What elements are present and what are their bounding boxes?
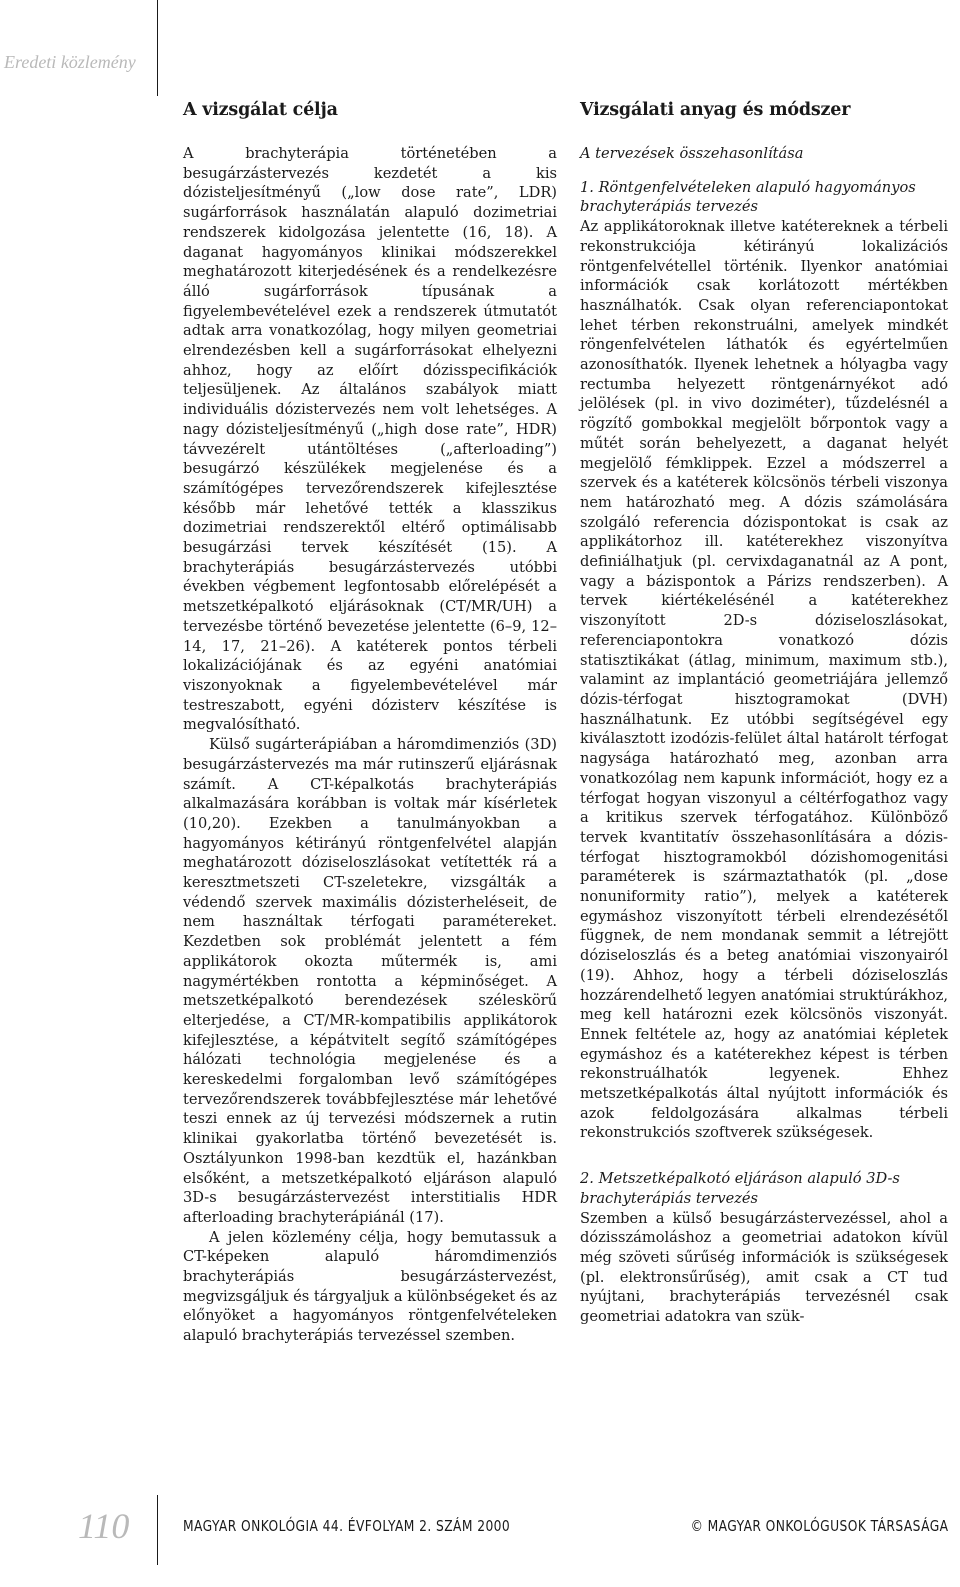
section2-title: 2. Metszetképalkotó eljáráson alapuló 3D-s brachyterápiás tervezés <box>580 1170 900 1207</box>
paragraph-2: Külső sugárterápiában a háromdimenziós (3D) besugárzástervezés ma már rutinszerű eljárásnak számít. A CT-képalkotás brachyterápiás alkalmazására korábban is voltak már kísérletek (10,20). Ezekben a tanulmányokban a hagyományos kétirányú röntgenfelvétel alapján meghatározott dóziseloszlásokat vetítették rá a keresztmetszeti CT-szeletekre, vizsgálták a védendő szervek maximális dózisterheléseit, de nem használtak térfogati paramétereket. Kezdetben sok problémát jelentett a fém applikátorok okozta műtermék is, ami nagymértékben rontotta a képminőséget. A metszetképalkotó berendezések széleskörű elterjedése, a CT/MR-kompatibilis applikátorok kifejlesztése, a képátvitelt segítő számítógépes hálózati technológia megjelenése és a kereskedelmi forgalomban levő számítógépes tervezőrendszerek továbbfejlesztése már lehetővé teszi ennek az új tervezési módszernek a rutin klinikai gyakorlatba történő bevezetését is. Osztályunkon 1998-ban kezdtük el, hazánkban elsőként, a metszetképalkotó eljáráson alapuló 3D-s besugárzástervezést interstitialis HDR afterloading brachyterápiánál (17). <box>183 736 557 1226</box>
page-footer <box>0 1505 960 1555</box>
section-label: Eredeti közlemény <box>4 52 136 72</box>
paragraph-3: A jelen közlemény célja, hogy bemutassuk a CT-képeken alapuló háromdimenziós brachyterápiás besugárzástervezést, megvizsgáljuk és tárgyaljuk a különbségeket és az előnyöket a hagyományos röntgenfelvételeken alapuló brachyterápiás tervezéssel szemben. <box>183 1228 557 1345</box>
section1-text: Az applikátoroknak illetve katétereknek a térbeli rekonstrukciója kétirányú lokalizációs röntgenfelvétellel történik. Ilyenkor anatómiai információk csak korlátozott mértékben használhatók. Csak olyan referenciapontokat lehet térben rekonstruálni, amelyek mindkét röngenfelvételen láthatók és egyértelműen azonosíthatók. Ilyenek lehetnek a hólyagba vagy rectumba helyezett röntgenárnyékot adó jelölések (pl. in vivo doziméter), tűzdelésnél a rögzítő gombokkal megjelölt bőrpontok vagy a műtét során behelyezett, a daganat helyét megjelölő fémklippek. Ezzel a módszerrel a szervek és a katéterek kölcsönös térbeli viszonya nem határozható meg. A dózis számolására szolgáló referencia dózispontokat is csak az applikátorhoz ill. katéterekhez viszonyítva definiálhatjuk (pl. cervixdaganatnál az A pont, vagy a bázispontok a Párizs rendszerben). A tervek kiértékelésénél a katéterekhez viszonyított 2D-s dóziseloszlásokat, referenciapontokra vonatkozó dózis statisztikákat (átlag, minimum, maximum stb.), valamint az implantáció geometriájára jellemző dózis-térfogat hisztogramokat (DVH) használhatunk. Ez utóbbi segítségével egy kiválasztott izodózis-felület által határolt térfogat nagysága határozható meg, azonban arra vonatkozólag nem kapunk információt, hogy ez a térfogat hogyan viszonyul a céltérfogathoz vagy a kritikus szervek térfogatához. Különböző tervek kvantitatív összehasonlítására a dózis-térfogat hisztogramokból dózishomogenitási paraméterek is származtathatók (pl. „dose nonuniformity ratio”), melyek a katéterek egymáshoz viszonyított térbeli elrendezésétől függnek, de nem mondanak semmit a létrejött dóziseloszlás és a beteg anatómiai viszonyairól (19). Ahhoz, hogy a térbeli dóziseloszlás hozzárendelhető legyen anatómiai struktúrákhoz, meg kell határozni ezek kölcsönös viszonyát. Ennek feltétele az, hogy az anatómiai képletek egymáshoz és a katéterekhez képest is térben rekonstruálhatók legyenek. Ehhez metszetképalkotás által nyújtott információk és azok feldolgozására alkalmas térbeli rekonstrukciós szoftverek szükségesek. <box>580 218 948 1142</box>
journal-title: MAGYAR ONKOLÓGIA 44. ÉVFOLYAM 2. SZÁM 2000 <box>183 1517 511 1535</box>
heading-methods: Vizsgálati anyag és módszer <box>580 100 851 120</box>
heading-study-aim: A vizsgálat célja <box>183 100 338 120</box>
section1-title: 1. Röntgenfelvételeken alapuló hagyományos brachyterápiás tervezés <box>580 178 916 216</box>
section2-text: Szemben a külső besugárzástervezéssel, ahol a dózisszámoláshoz a geometriai adatokon kívül még szöveti sűrűség információk is szükségesek (pl. elektronsűrűség), amit csak a CT tud nyújtani, brachyterápiás tervezésnél csak geometriai adatokra van szük- <box>580 1209 948 1326</box>
page-number: 110 <box>78 1506 130 1546</box>
paragraph-1: A brachyterápia történetében a besugárzástervezés kezdetét a kis dózisteljesítményű („low dose rate”, LDR) sugárforrások használatán alapuló dozimetriai rendszerek kidolgozása jelentette (16, 18). A daganat hagyományos klinikai módszerekkel meghatározott kiterjedésének és a rendelkezésre álló sugárforrások típusának a figyelembevételével ezek a rendszerek útmutatót adtak arra vonatkozólag, hogy milyen geometriai elrendezésben kell a sugárforrásokat elhelyezni ahhoz, hogy az előírt dózisspecifikációk teljesüljenek. Az általános szabályok miatt individuális dózistervezés nem volt lehetséges. A nagy dózisteljesítményű („high dose rate”, HDR) távvezérelt utántöltéses („afterloading”) besugárzó készülékek megjelenése és a számítógépes tervezőrendszerek kifejlesztése később már lehetővé tették a klasszikus dozimetriai rendszerektől eltérő optimálisabb besugárzási tervek készítését (15). A brachyterápiás besugárzástervezés utóbbi években végbement legfontosabb előrelépését a metszetképalkotó eljárásoknak (CT/MR/UH) a tervezésbe történő bevezetése jelentette (6–9, 12–14, 17, 21–26). A katéterek pontos térbeli lokalizációjának és az egyéni anatómiai viszonyoknak a figyelembevételével már testreszabott, egyéni dózisterv készítése is megvalósítható. <box>183 145 557 734</box>
divider-top <box>157 0 158 96</box>
subheading-comparison: A tervezések összehasonlítása <box>580 145 804 162</box>
copyright-notice: © MAGYAR ONKOLÓGUSOK TÁRSASÁGA <box>690 1517 948 1535</box>
left-column <box>183 98 557 1346</box>
right-column <box>580 98 948 1327</box>
